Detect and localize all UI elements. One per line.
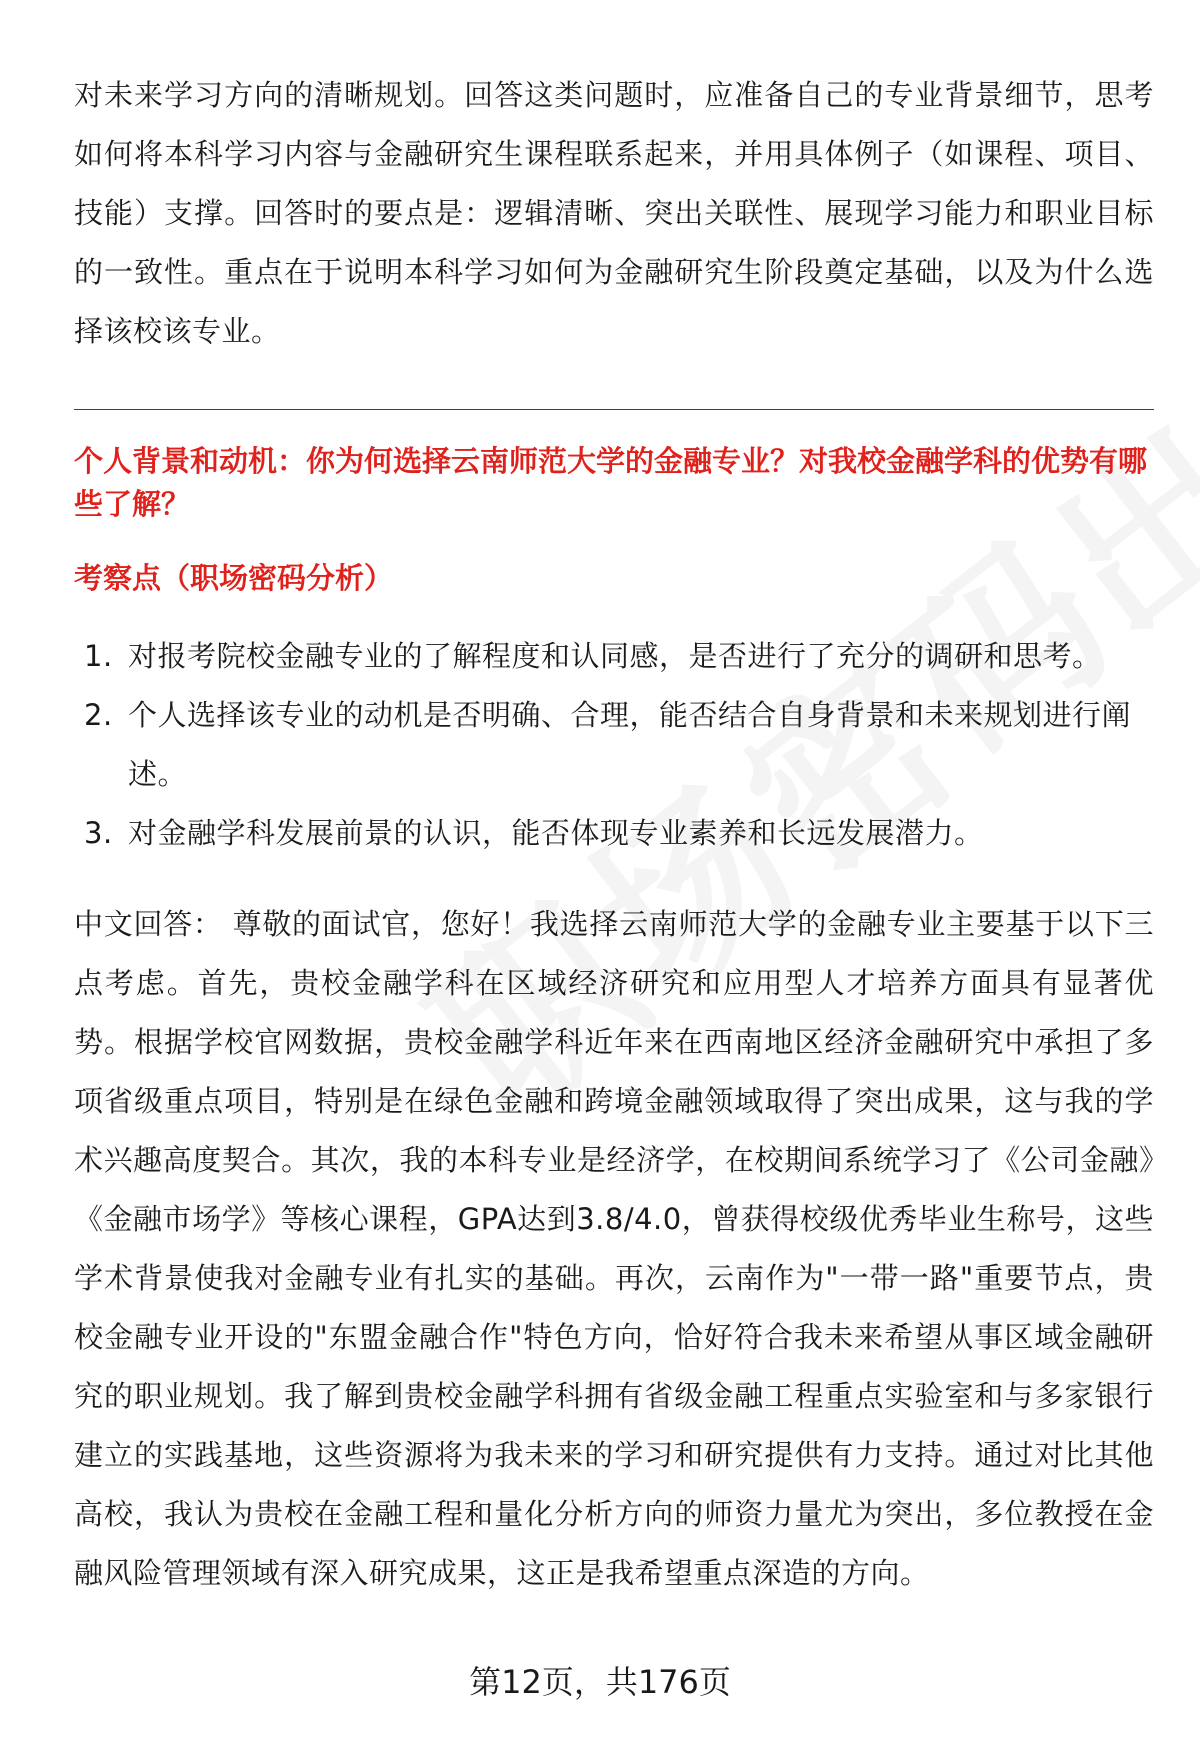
list-item-number: 2. (84, 698, 113, 732)
list-item-text: 对金融学科发展前景的认识，能否体现专业素养和长远发展潜力。 (128, 816, 984, 850)
answer-paragraph: 中文回答： 尊敬的面试官，您好！我选择云南师范大学的金融专业主要基于以下三点考虑。首先，贵校金融学科在区域经济研究和应用型人才培养方面具有显著优势。根据学校官网数据，贵校金融学科近年来在西南地区经济金融研究中承担了多项省级重点项目，特别是在绿色金融和跨境金融领域取得了突出成果，这与我的学术兴趣高度契合。其次，我的本科专业是经济学，在校期间系统学习了《公司金融》《金融市场学》等核心课程，GPA达到3.8/4.0，曾获得校级优秀毕业生称号，这些学术背景使我对金融专业有扎实的基础。再次，云南作为"一带一路"重要节点，贵校金融专业开设的"东盟金融合作"特色方向，恰好符合我未来希望从事区域金融研究的职业规划。我了解到贵校金融学科拥有省级金融工程重点实验室和与多家银行建立的实践基地，这些资源将为我未来的学习和研究提供有力支持。通过对比其他高校，我认为贵校在金融工程和量化分析方向的师资力量尤为突出，多位教授在金融风险管理领域有深入研究成果，这正是我希望重点深造的方向。 (74, 907, 1154, 1590)
list-item-number: 3. (84, 816, 113, 850)
list-item-number: 1. (84, 639, 113, 673)
list-item (74, 627, 1154, 686)
list-item-text: 个人选择该专业的动机是否明确、合理，能否结合自身背景和未来规划进行阐述。 (128, 698, 1132, 791)
assessment-list (74, 627, 1154, 863)
list-item (74, 804, 1154, 863)
list-item (74, 686, 1154, 804)
assessment-heading: 考察点（职场密码分析） (74, 561, 394, 595)
question-heading: 个人背景和动机：你为何选择云南师范大学的金融专业？对我校金融学科的优势有哪些了解？ (74, 444, 1148, 521)
section-divider (74, 409, 1154, 410)
intro-paragraph: 对未来学习方向的清晰规划。回答这类问题时，应准备自己的专业背景细节，思考如何将本科学习内容与金融研究生课程联系起来，并用具体例子（如课程、项目、技能）支撑。回答时的要点是：逻辑清晰、突出关联性、展现学习能力和职业目标的一致性。重点在于说明本科学习如何为金融研究生阶段奠定基础，以及为什么选择该校该专业。 (74, 78, 1154, 348)
list-item-text: 对报考院校金融专业的了解程度和认同感，是否进行了充分的调研和思考。 (128, 639, 1102, 673)
page-footer: 第12页，共176页 (469, 1663, 731, 1701)
